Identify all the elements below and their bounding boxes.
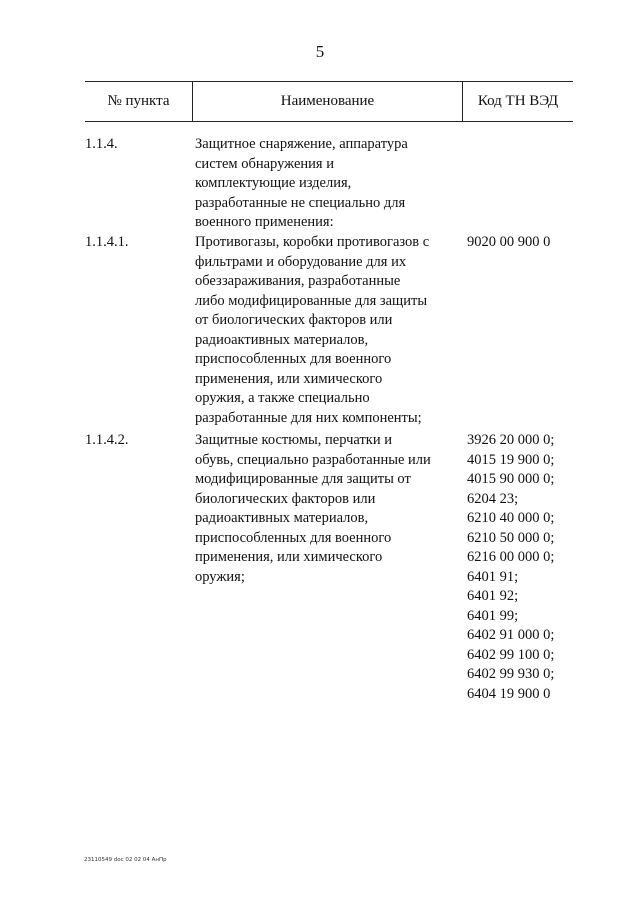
tnved-code: 6210 50 000 0; bbox=[467, 529, 555, 546]
item-name-line: Противогазы, коробки противогазов с bbox=[195, 234, 430, 250]
item-name-line: модифицированные для защиты от bbox=[195, 471, 411, 487]
header-code: Код ТН ВЭД bbox=[477, 93, 559, 109]
item-name bbox=[195, 431, 463, 587]
page-number: 5 bbox=[315, 42, 325, 61]
item-name-line: радиоактивных материалов, bbox=[195, 331, 369, 348]
tnved-code: 6402 99 100 0; bbox=[467, 646, 555, 663]
item-name-line: биологических факторов или bbox=[195, 490, 376, 507]
tnved-code: 6210 40 000 0; bbox=[467, 510, 555, 526]
item-name-line: либо модифицированные для защиты bbox=[195, 292, 428, 309]
item-codes bbox=[467, 233, 577, 253]
item-name-line: систем обнаружения и bbox=[195, 155, 334, 172]
tnved-code: 6401 92; bbox=[467, 588, 519, 604]
item-name-line: приспособленных для военного bbox=[195, 529, 392, 546]
table-header-bottom-rule bbox=[85, 121, 573, 122]
tnved-code: 6402 99 930 0; bbox=[467, 666, 555, 682]
header-name: Наименование bbox=[280, 93, 375, 109]
item-name-line: радиоактивных материалов, bbox=[195, 510, 369, 526]
item-name-line: комплектующие изделия, bbox=[195, 175, 352, 191]
item-name-line: фильтрами и оборудование для их bbox=[195, 253, 407, 270]
tnved-code: 6204 23; bbox=[467, 490, 519, 507]
item-name-line: разработанные для них компоненты; bbox=[195, 409, 422, 426]
item-name-line: обувь, специально разработанные или bbox=[195, 451, 431, 468]
tnved-code: 6401 91; bbox=[467, 568, 519, 585]
item-name-line: применения, или химического bbox=[195, 370, 383, 387]
tnved-code: 9020 00 900 0 bbox=[467, 234, 551, 250]
item-name bbox=[195, 135, 463, 233]
document-footer-id: 23110549 doc 02 02 04 АнПр bbox=[84, 857, 167, 863]
item-name-line: обеззараживания, разработанные bbox=[195, 273, 401, 289]
item-name-line: применения, или химического bbox=[195, 549, 383, 565]
item-number: 1.1.4. bbox=[85, 136, 118, 152]
item-name-line: оружия; bbox=[195, 568, 245, 585]
tnved-code: 4015 19 900 0; bbox=[467, 451, 555, 468]
tnved-code: 6402 91 000 0; bbox=[467, 627, 555, 643]
tnved-code: 6216 00 000 0; bbox=[467, 549, 555, 565]
item-name-line: разработанные не специально для bbox=[195, 194, 406, 211]
item-number: 1.1.4.1. bbox=[85, 234, 129, 250]
item-name-line: Защитное снаряжение, аппаратура bbox=[195, 136, 408, 152]
item-name-line: приспособленных для военного bbox=[195, 351, 392, 367]
tnved-code: 3926 20 000 0; bbox=[467, 432, 555, 448]
item-name-line: от биологических факторов или bbox=[195, 312, 393, 328]
item-name bbox=[195, 233, 463, 428]
item-number: 1.1.4.2. bbox=[85, 432, 129, 448]
item-name-line: Защитные костюмы, перчатки и bbox=[195, 432, 392, 448]
item-codes bbox=[467, 431, 577, 704]
tnved-code: 6404 19 900 0 bbox=[467, 685, 551, 702]
header-num: № пункта bbox=[107, 93, 170, 109]
item-name-line: оружия, а также специально bbox=[195, 390, 370, 406]
tnved-code: 4015 90 000 0; bbox=[467, 471, 555, 487]
tnved-code: 6401 99; bbox=[467, 607, 519, 624]
item-name-line: военного применения: bbox=[195, 214, 334, 230]
